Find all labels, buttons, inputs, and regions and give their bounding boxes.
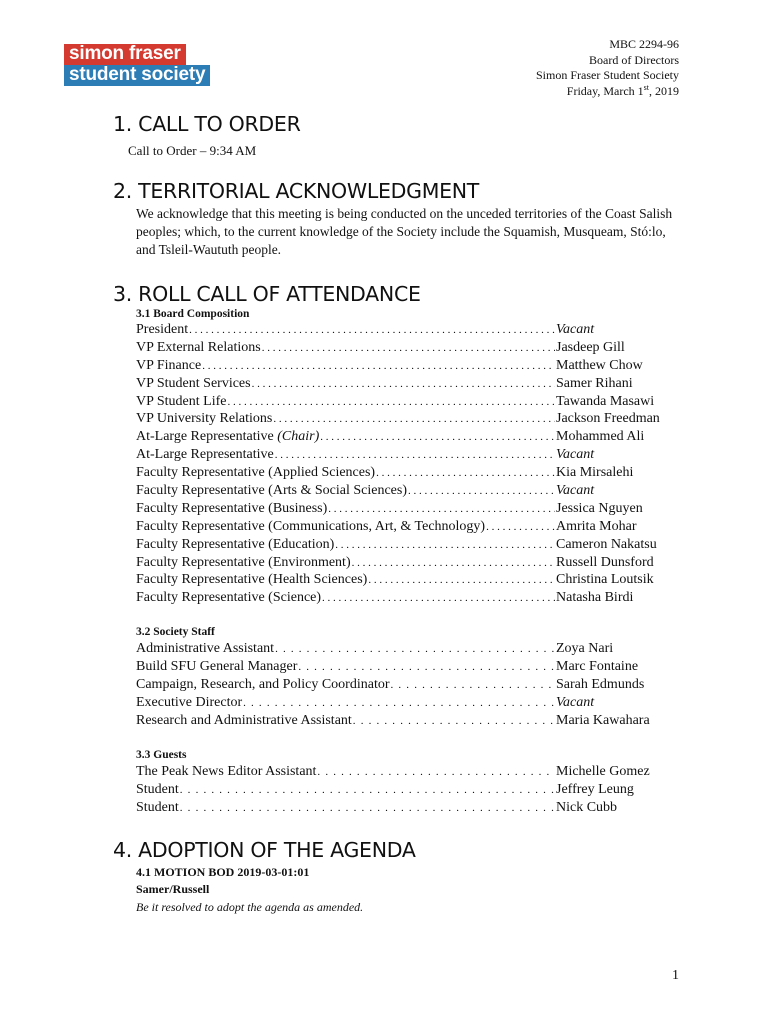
roster-role: Research and Administrative Assistant xyxy=(136,712,352,728)
roster-row xyxy=(136,695,676,713)
roster-role: Build SFU General Manager xyxy=(136,658,298,674)
document-header xyxy=(536,37,679,99)
leader-dots xyxy=(252,378,555,390)
roster-name: Kia Mirsalehi xyxy=(556,465,634,481)
roster-row xyxy=(136,501,676,519)
meeting-date: Friday, March 1st, 2019 xyxy=(566,82,679,98)
roster-role: President xyxy=(136,322,189,337)
leader-dots xyxy=(320,431,555,443)
leader-dots xyxy=(227,396,555,408)
leader-dots xyxy=(408,485,555,497)
heading-adoption-of-agenda: 4. ADOPTION OF THE AGENDA xyxy=(113,838,416,862)
roster-row xyxy=(136,429,676,447)
roster-name: Maria Kawahara xyxy=(556,712,650,728)
roster-row xyxy=(136,713,676,731)
logo-line-2: student society xyxy=(64,65,210,86)
motion-movers: Samer/Russell xyxy=(136,882,210,896)
leader-dots xyxy=(243,697,555,709)
roster-row xyxy=(136,394,676,412)
roster-row xyxy=(136,677,676,695)
leader-dots xyxy=(368,574,555,586)
leader-dots xyxy=(275,449,555,461)
subheading-guests: 3.3 Guests xyxy=(136,749,187,761)
roster-row xyxy=(136,659,676,677)
roster-role: Faculty Representative (Applied Sciences) xyxy=(136,465,376,481)
roster-name: Samer Rihani xyxy=(556,375,633,391)
roster-name: Jessica Nguyen xyxy=(556,500,643,516)
roster-role: VP Finance xyxy=(136,357,202,373)
roster-name: Vacant xyxy=(556,322,595,337)
guests-roster xyxy=(136,764,676,818)
roster-name: Nick Cubb xyxy=(556,799,618,815)
roster-role: Student xyxy=(136,781,179,797)
roster-role: The Peak News Editor Assistant xyxy=(136,764,317,779)
roster-role: Faculty Representative (Science) xyxy=(136,590,322,606)
leader-dots xyxy=(322,592,555,604)
roster-row xyxy=(136,555,676,573)
board-name: Board of Directors xyxy=(589,52,679,67)
roster-name: Zoya Nari xyxy=(556,641,614,656)
roster-name: Mohammed Ali xyxy=(556,429,645,445)
roster-role: Campaign, Research, and Policy Coordinator xyxy=(136,676,390,692)
leader-dots xyxy=(328,503,555,515)
roster-name: Vacant xyxy=(556,483,595,499)
logo-line-1: simon fraser xyxy=(64,44,186,65)
page-number: 1 xyxy=(672,968,679,983)
leader-dots xyxy=(376,467,555,479)
territorial-acknowledgment-text: We acknowledge that this meeting is being conducted on the unceded territories of the Coast Salish peoples; which, to the current knowledge of the Society include the Squamish, Musqueam, Stó:lo, and Tsleil-Waututh people. xyxy=(136,206,673,257)
leader-dots xyxy=(353,715,555,727)
org-name: Simon Fraser Student Society xyxy=(536,68,679,82)
roster-row xyxy=(136,376,676,394)
leader-dots xyxy=(273,413,555,425)
roster-name: Jackson Freedman xyxy=(556,411,660,427)
roster-row xyxy=(136,572,676,590)
roster-role: Executive Director xyxy=(136,694,243,710)
leader-dots xyxy=(180,802,555,814)
roster-role: At-Large Representative xyxy=(136,447,274,463)
roster-row xyxy=(136,519,676,537)
motion-title: 4.1 MOTION BOD 2019-03-01:01 xyxy=(136,865,310,879)
leader-dots xyxy=(189,324,555,336)
roster-row xyxy=(136,411,676,429)
roster-name: Marc Fontaine xyxy=(556,658,639,674)
roster-role: Faculty Representative (Business) xyxy=(136,500,328,516)
roster-row xyxy=(136,641,676,659)
leader-dots xyxy=(180,784,555,796)
roster-name: Vacant xyxy=(556,447,595,463)
roster-name: Sarah Edmunds xyxy=(556,676,645,692)
roster-name: Cameron Nakatsu xyxy=(556,536,657,552)
roster-role-note: (Chair) xyxy=(277,429,320,445)
board-roster xyxy=(136,322,676,608)
subheading-board-composition: 3.1 Board Composition xyxy=(136,308,250,320)
roster-role: VP University Relations xyxy=(136,411,273,427)
roster-role: VP Student Life xyxy=(136,393,227,409)
subheading-society-staff: 3.2 Society Staff xyxy=(136,626,215,638)
heading-territorial-acknowledgment: 2. TERRITORIAL ACKNOWLEDGMENT xyxy=(113,179,479,203)
roster-row xyxy=(136,358,676,376)
roster-name: Christina Loutsik xyxy=(556,572,654,588)
roster-role: Student xyxy=(136,799,179,815)
roster-name: Russell Dunsford xyxy=(556,554,654,570)
call-to-order-time: Call to Order – 9:34 AM xyxy=(128,143,257,158)
heading-call-to-order: 1. CALL TO ORDER xyxy=(113,112,301,136)
roster-role: At-Large Representative (Chair) xyxy=(136,429,320,445)
roster-name: Natasha Birdi xyxy=(556,590,634,606)
leader-dots xyxy=(202,360,555,372)
leader-dots xyxy=(262,342,555,354)
roster-row xyxy=(136,782,676,800)
roster-name: Amrita Mohar xyxy=(556,518,637,534)
leader-dots xyxy=(317,766,555,778)
sfss-logo xyxy=(64,44,210,86)
roster-row xyxy=(136,483,676,501)
leader-dots xyxy=(352,557,555,569)
roster-role: Faculty Representative (Health Sciences) xyxy=(136,572,368,588)
roster-row xyxy=(136,322,676,340)
roster-name: Vacant xyxy=(556,694,595,710)
leader-dots xyxy=(486,521,555,533)
roster-role: VP Student Services xyxy=(136,375,251,391)
doc-id: MBC 2294-96 xyxy=(609,37,679,51)
staff-roster xyxy=(136,641,676,730)
leader-dots xyxy=(298,661,555,673)
leader-dots xyxy=(335,539,555,551)
leader-dots xyxy=(275,643,555,655)
roster-name: Michelle Gomez xyxy=(556,764,650,779)
heading-roll-call: 3. ROLL CALL OF ATTENDANCE xyxy=(113,282,421,306)
roster-role: VP External Relations xyxy=(136,339,261,355)
roster-name: Tawanda Masawi xyxy=(556,393,655,409)
roster-role: Faculty Representative (Environment) xyxy=(136,554,351,570)
roster-name: Jasdeep Gill xyxy=(556,339,625,355)
roster-row xyxy=(136,340,676,358)
roster-role: Administrative Assistant xyxy=(136,641,275,656)
motion-resolution: Be it resolved to adopt the agenda as amended. xyxy=(136,900,364,914)
roster-row xyxy=(136,465,676,483)
roster-row xyxy=(136,537,676,555)
roster-name: Matthew Chow xyxy=(556,357,643,373)
roster-row xyxy=(136,764,676,782)
roster-row xyxy=(136,590,676,608)
leader-dots xyxy=(391,679,556,691)
roster-role: Faculty Representative (Communications, Art, & Technology) xyxy=(136,518,486,534)
roster-row xyxy=(136,447,676,465)
roster-role: Faculty Representative (Education) xyxy=(136,536,335,552)
roster-role: Faculty Representative (Arts & Social Sciences) xyxy=(136,483,407,499)
roster-name: Jeffrey Leung xyxy=(556,781,634,797)
roster-row xyxy=(136,800,676,818)
